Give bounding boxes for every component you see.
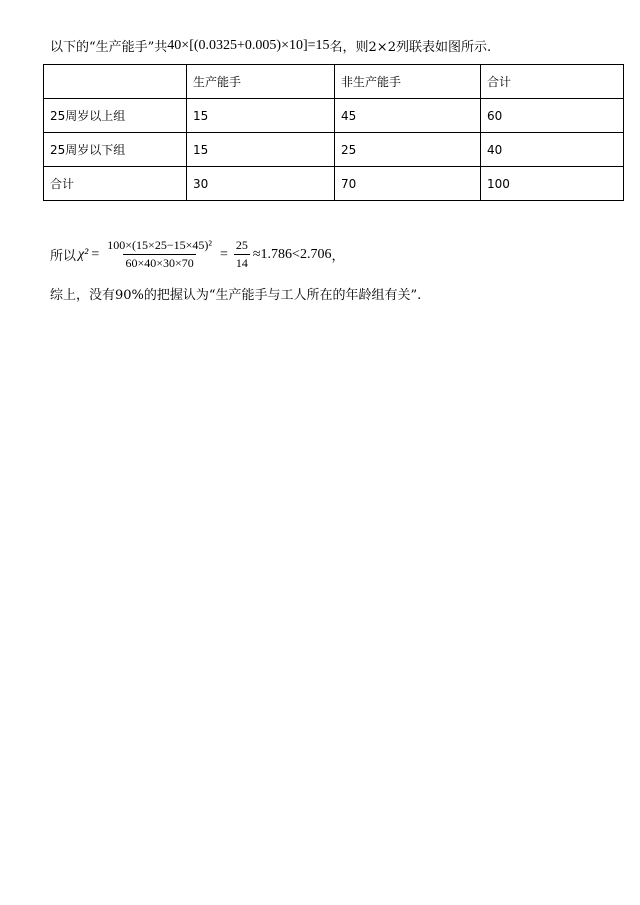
table-header-cell	[44, 65, 187, 99]
table-cell: 25周岁以上组	[44, 99, 187, 133]
chi-numerator: 100×(15×25−15×45)²	[107, 238, 212, 252]
simplified-fraction	[234, 238, 250, 271]
table-header-row	[44, 65, 624, 99]
table-cell: 30	[187, 167, 335, 201]
intro-text-before: 以下的“生产能手”共	[50, 40, 168, 55]
table-cell: 25	[335, 133, 481, 167]
intro-formula: 40×[(0.0325+0.005)×10]=15	[167, 37, 330, 53]
table-row	[44, 133, 624, 167]
table-cell: 合计	[44, 167, 187, 201]
table-cell: 25周岁以下组	[44, 133, 187, 167]
table-cell: 45	[335, 99, 481, 133]
equals-sign: =	[219, 246, 228, 262]
equals-sign: =	[91, 246, 100, 262]
intro-line	[50, 36, 491, 55]
chi-suffix: ，	[331, 249, 345, 264]
chi-result: ≈1.786<2.706	[252, 246, 332, 262]
intro-text-after: 名，则2×2列联表如图所示.	[329, 40, 492, 55]
contingency-table	[43, 64, 624, 201]
table-cell: 15	[187, 99, 335, 133]
chi-fraction	[105, 238, 214, 271]
table-row	[44, 167, 624, 201]
table-cell: 70	[335, 167, 481, 201]
simplified-numerator: 25	[235, 238, 248, 252]
table-cell: 60	[481, 99, 624, 133]
chi-square-line	[50, 238, 344, 271]
table-cell: 40	[481, 133, 624, 167]
table-header-cell: 生产能手	[187, 65, 335, 99]
simplified-denominator: 14	[235, 256, 248, 270]
table-header-cell: 非生产能手	[335, 65, 481, 99]
chi-denominator: 60×40×30×70	[125, 256, 194, 270]
chi-prefix: 所以	[50, 249, 77, 264]
conclusion-text: 综上，没有90%的把握认为“生产能手与工人所在的年龄组有关”.	[50, 288, 422, 303]
table-cell: 100	[481, 167, 624, 201]
table-header-cell: 合计	[481, 65, 624, 99]
chi-symbol: χ²	[78, 246, 89, 262]
table-cell: 15	[187, 133, 335, 167]
table-row	[44, 99, 624, 133]
